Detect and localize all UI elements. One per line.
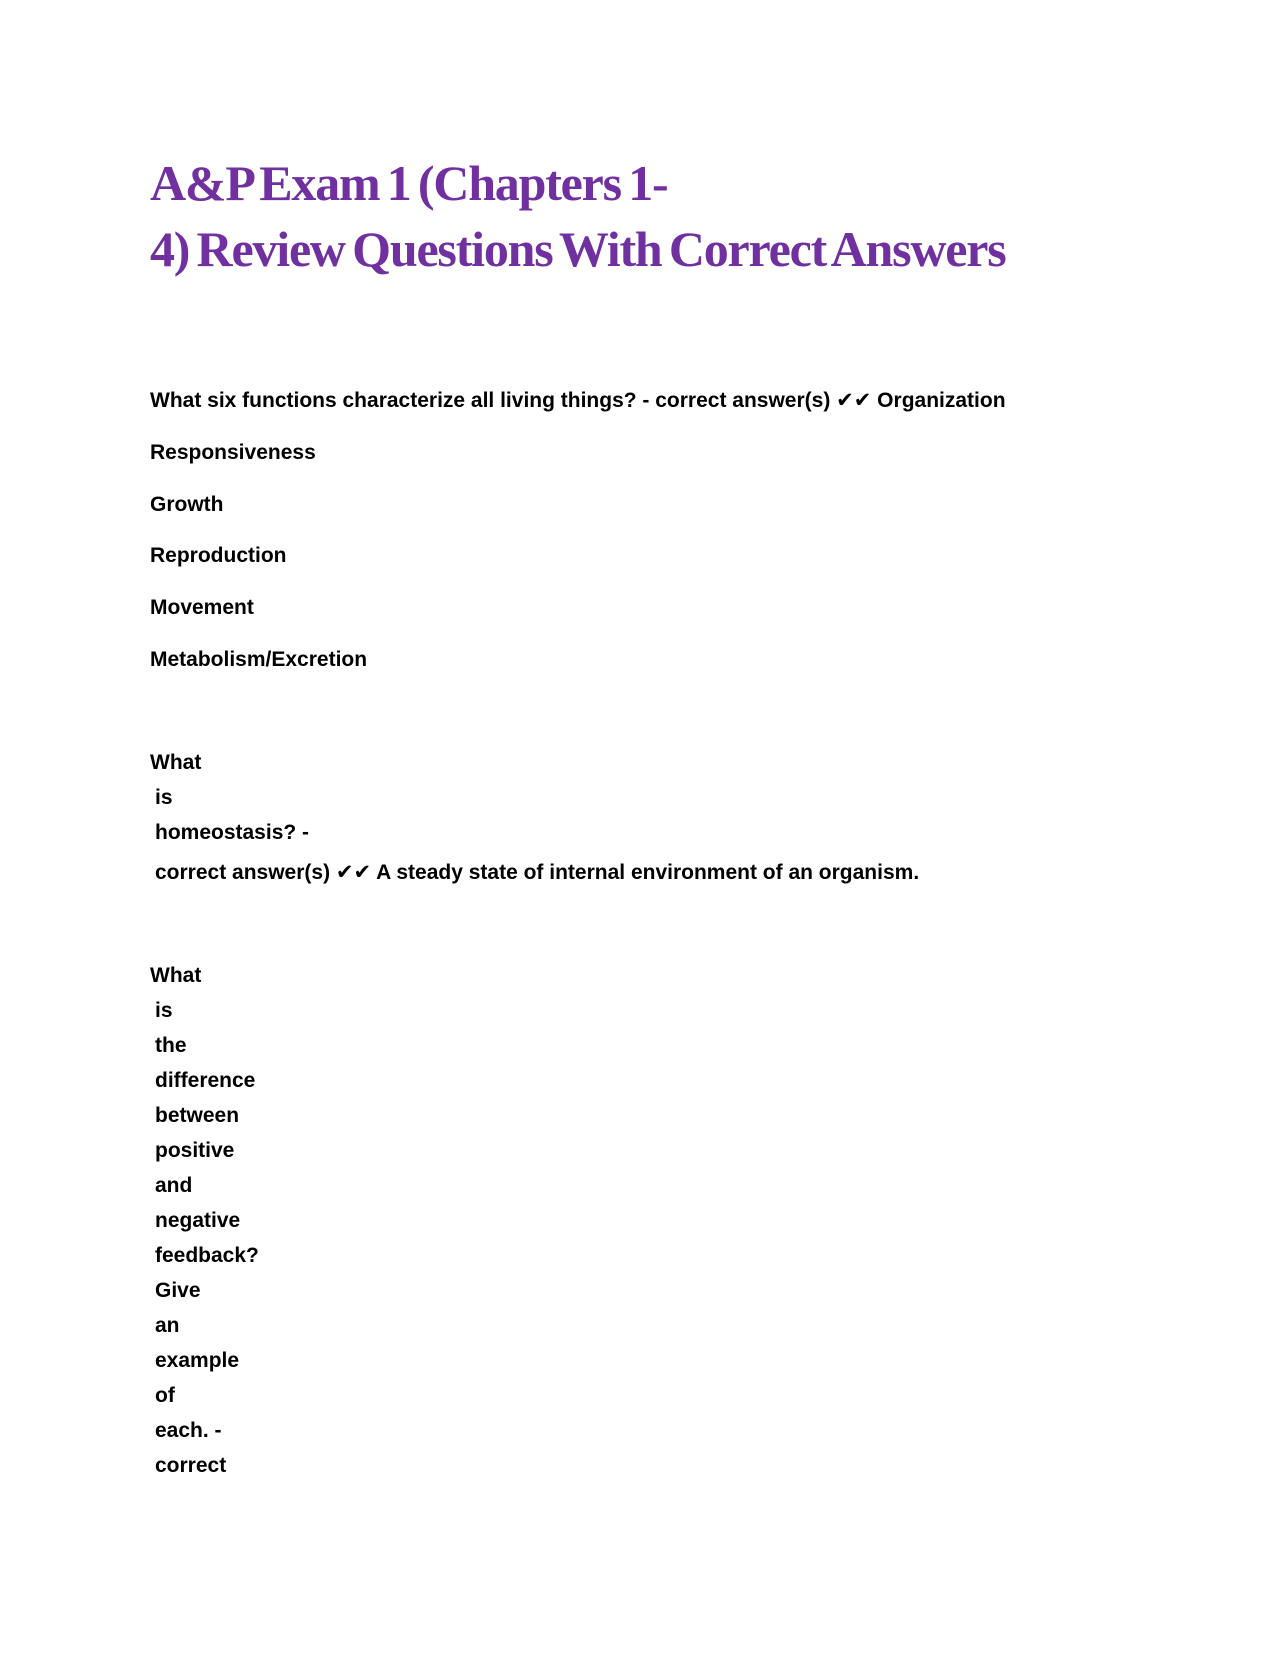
question-2 — [150, 745, 309, 850]
question-word: homeostasis? - — [155, 821, 310, 844]
question-word: feedback? — [155, 1244, 259, 1267]
question-2-answer: correct answer(s) ✔✔ A steady state of internal environment of an organism. — [155, 861, 920, 884]
question-1: What six functions characterize all living things? - correct answer(s) ✔✔ Organization — [150, 389, 1006, 412]
answer-item: Movement — [150, 596, 254, 619]
question-word: is — [155, 786, 173, 809]
question-word: of — [155, 1384, 175, 1407]
question-word: an — [155, 1314, 180, 1337]
answer-item: Metabolism/Excretion — [150, 648, 368, 671]
question-word: difference — [155, 1069, 256, 1092]
question-word: the — [155, 1034, 187, 1057]
question-word: each. - — [155, 1419, 222, 1442]
answer-item: Reproduction — [150, 544, 287, 567]
question-word: Give — [155, 1279, 201, 1302]
question-word: What — [150, 964, 202, 987]
question-word: positive — [155, 1139, 235, 1162]
answer-item: Responsiveness — [150, 441, 316, 464]
document-title — [150, 150, 1006, 282]
question-3 — [150, 958, 259, 1483]
question-word: and — [155, 1174, 193, 1197]
question-word: between — [155, 1104, 240, 1127]
question-word: correct — [155, 1454, 227, 1477]
title-line-2: 4) Review Questions With Correct Answers — [150, 221, 1006, 277]
title-line-1: A&P Exam 1 (Chapters 1- — [150, 155, 668, 211]
question-word: negative — [155, 1209, 241, 1232]
question-word: What — [150, 751, 202, 774]
question-word: example — [155, 1349, 240, 1372]
question-word: is — [155, 999, 173, 1022]
answer-item: Growth — [150, 493, 224, 516]
